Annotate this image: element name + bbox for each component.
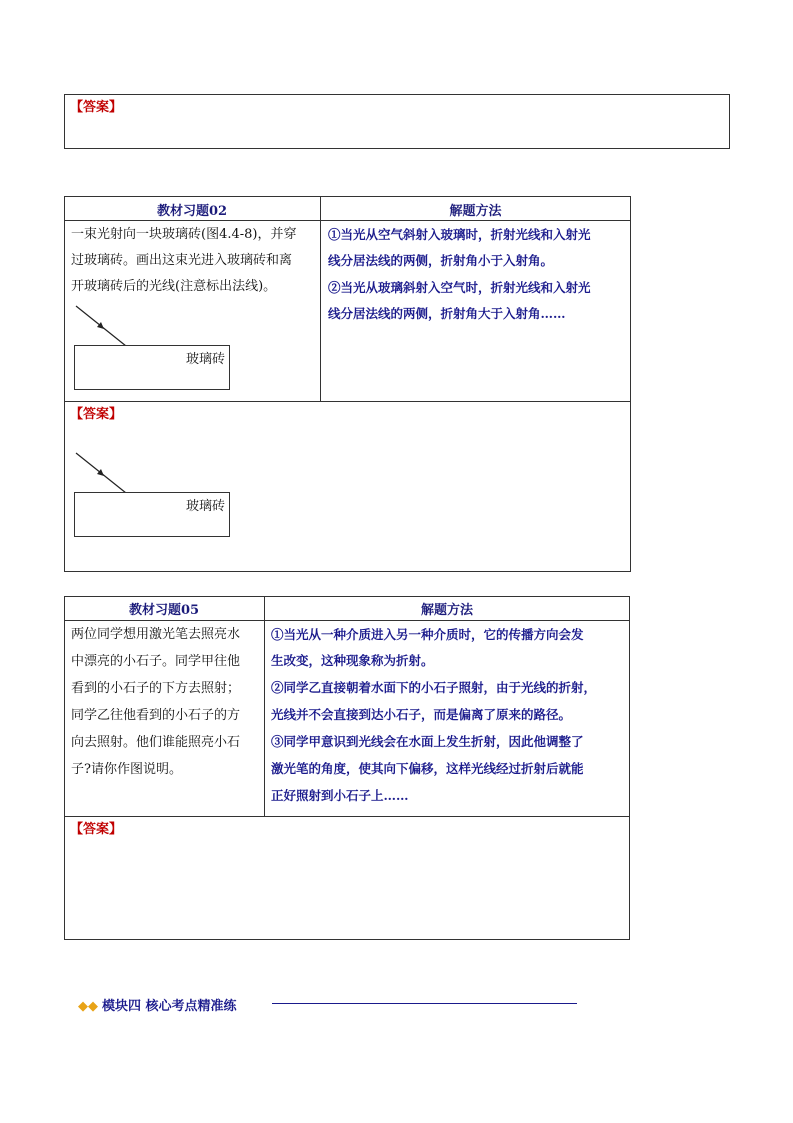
q02-header-left: 教材习题02 — [156, 204, 228, 219]
q02-answer-glass-label: 玻璃砖 — [185, 499, 225, 514]
q02-question-line: 一束光射向一块玻璃砖(图4.4-8)，并穿 — [71, 227, 297, 242]
q05-method-line: 光线并不会直接到达小石子，而是偏离了原来的路径。 — [271, 707, 572, 722]
q02-divider-v — [320, 196, 321, 401]
q05-divider-v — [264, 596, 265, 816]
q02-ray-arrow — [70, 300, 140, 350]
q02-method-line: 线分居法线的两侧，折射角小于入射角。 — [328, 253, 554, 268]
q05-question-line: 两位同学想用激光笔去照亮水 — [71, 627, 241, 642]
q02-question-line: 开玻璃砖后的光线(注意标出法线)。 — [71, 279, 277, 294]
q02-header-right: 解题方法 — [449, 204, 502, 219]
module-heading — [78, 995, 237, 1014]
module-title: 模块四 核心考点精准练 — [102, 999, 237, 1014]
q02-glass-label: 玻璃砖 — [185, 352, 225, 367]
q02-glass-brick — [74, 345, 230, 390]
q02-answer-ray-arrow — [70, 447, 140, 497]
q05-question-line: 看到的小石子的下方去照射； — [71, 681, 241, 696]
q02-answer-label: 【答案】 — [70, 407, 123, 422]
answer-box-top — [64, 94, 730, 149]
q05-answer-label: 【答案】 — [70, 822, 123, 837]
q02-method-line: 线分居法线的两侧，折射角大于入射角…… — [328, 306, 566, 321]
q05-method-line: ③同学甲意识到光线会在水面上发生折射，因此他调整了 — [271, 734, 584, 749]
q05-question-line: 中漂亮的小石子。同学甲往他 — [71, 654, 241, 669]
q05-header-left: 教材习题05 — [128, 603, 200, 618]
q05-method-line: 生改变，这种现象称为折射。 — [271, 653, 434, 668]
q02-divider-answer — [64, 401, 631, 402]
diamond-icon: ◆◆ — [78, 999, 98, 1014]
q05-method-line: 正好照射到小石子上…… — [271, 788, 409, 803]
q05-question-line: 同学乙往他看到的小石子的方 — [71, 708, 241, 723]
q05-divider-answer — [64, 816, 630, 817]
q02-question-line: 过玻璃砖。画出这束光进入玻璃砖和离 — [71, 253, 293, 268]
q05-method-line: ①当光从一种介质进入另一种介质时，它的传播方向会发 — [271, 627, 584, 642]
q02-method-line: ①当光从空气斜射入玻璃时，折射光线和入射光 — [328, 227, 591, 242]
answer-label-top: 【答案】 — [70, 100, 123, 115]
q05-question-line: 子?请你作图说明。 — [71, 762, 182, 777]
q05-question-line: 向去照射。他们谁能照亮小石 — [71, 735, 241, 750]
q02-method-line: ②当光从玻璃斜射入空气时，折射光线和入射光 — [328, 280, 591, 295]
q05-method-line: 激光笔的角度，使其向下偏移，这样光线经过折射后就能 — [271, 761, 584, 776]
q05-header-right: 解题方法 — [420, 603, 473, 618]
q05-method-line: ②同学乙直接朝着水面下的小石子照射，由于光线的折射， — [271, 680, 597, 695]
module-heading-rule — [272, 1003, 577, 1004]
q02-answer-glass-brick — [74, 492, 230, 537]
